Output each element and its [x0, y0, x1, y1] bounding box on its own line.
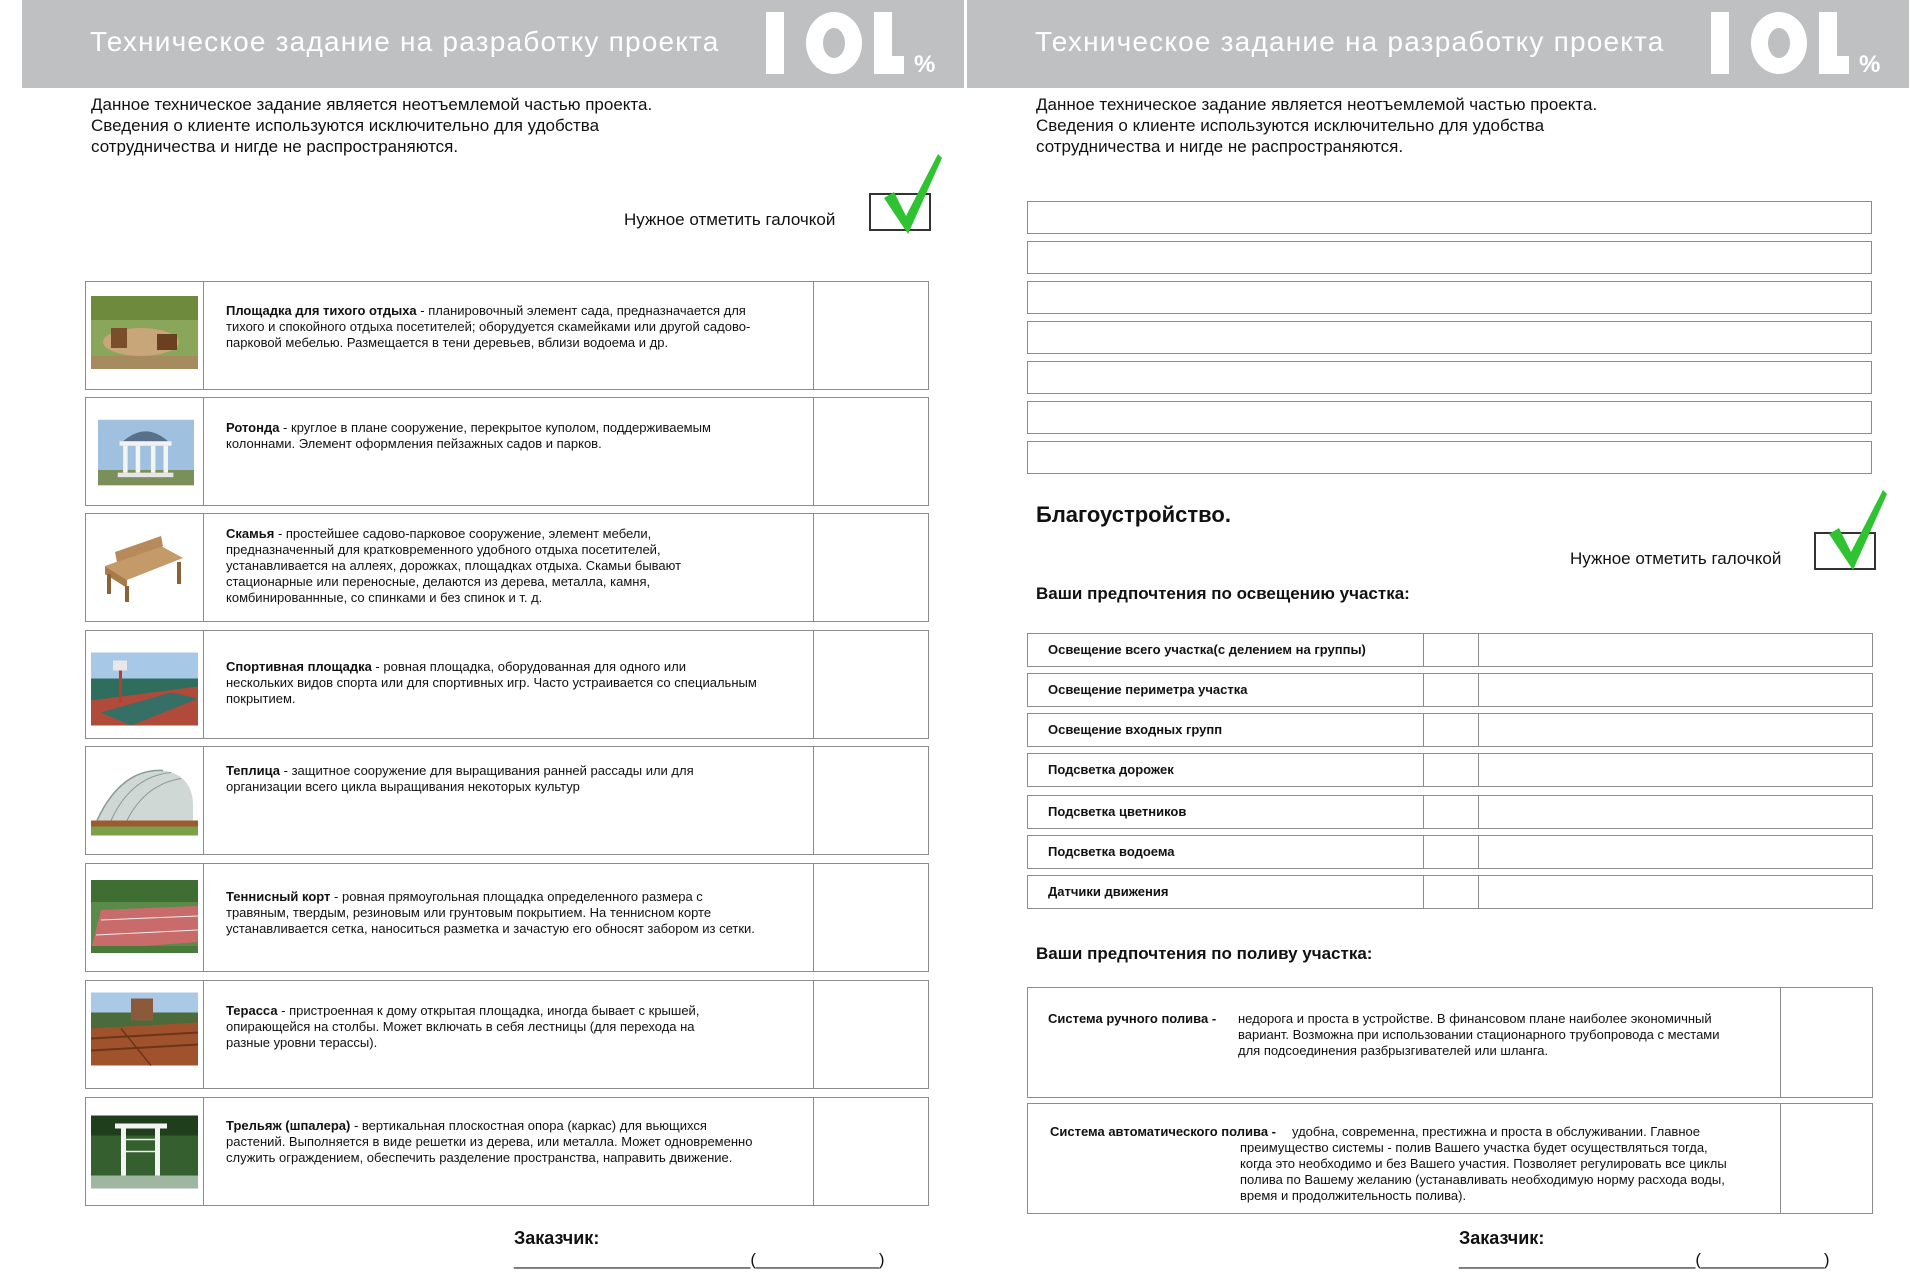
rotunda-photo: [98, 405, 194, 500]
option-check-cell[interactable]: [813, 514, 928, 621]
option-title: Терасса: [226, 1003, 278, 1018]
bench-photo: [91, 532, 198, 605]
lighting-check-cell[interactable]: [1423, 796, 1479, 828]
option-row-trellis: Трельяж (шпалера) - вертикальная плоскостная опора (каркас) для вьющихся растений. Выполняется в виде решетки из дерева, или металла. Может одновременно служить ограждением, обеспечить разделение пространства, направить движение.: [85, 1097, 929, 1206]
checkmark-icon: [1827, 488, 1889, 572]
option-check-cell[interactable]: [813, 631, 928, 738]
option-title: Скамья: [226, 526, 275, 541]
blank-input-line[interactable]: [1027, 361, 1872, 394]
option-title: Спортивная площадка: [226, 659, 372, 674]
watering-option-title: Система автоматического полива -: [1050, 1124, 1276, 1139]
right-page: [967, 0, 1909, 1272]
option-check-cell[interactable]: [813, 981, 928, 1088]
blank-input-line[interactable]: [1027, 321, 1872, 354]
watering-option-row-automatic: Система автоматического полива - удобна, современна, престижна и проста в обслуживании. Главное преимущество системы - полив Вашего участка будет осуществляться тогда, когда это необходимо и без Вашего участия. Позволяет регулировать все циклы полива по Вашему желанию (устанавливать необходимую норму расхода воды, время и продолжительность полива).: [1027, 1103, 1873, 1214]
watering-check-cell[interactable]: [1780, 988, 1872, 1097]
option-row-greenhouse: Теплица - защитное сооружение для выращивания ранней рассады или для организации всего цикла выращивания некоторых культур: [85, 746, 929, 855]
section-title: Благоустройство.: [1036, 502, 1231, 527]
blank-input-line[interactable]: [1027, 281, 1872, 314]
checkmark-icon: [882, 152, 944, 236]
option-row-quiet-area: Площадка для тихого отдыха - планировочный элемент сада, предназначается для тихого и спокойного отдыха посетителей; оборудуется скамейками или другой садово- парковой мебелью. Размещается в тени деревьев, вблизи водоема и др.: [85, 281, 929, 390]
trellis-photo: [91, 1110, 198, 1194]
sports-ground-photo: [91, 649, 198, 729]
lighting-check-cell[interactable]: [1423, 634, 1479, 666]
lighting-check-cell[interactable]: [1423, 876, 1479, 908]
signature-line[interactable]: _________________________(_____________): [514, 1250, 885, 1269]
option-title: Трельяж (шпалера): [226, 1118, 351, 1133]
watering-option-title: Система ручного полива -: [1048, 1011, 1217, 1026]
intro-text: Данное техническое задание является неотъемлемой частью проекта. Сведения о клиенте используются исключительно для удобства сотрудничества и нигде не распространяются.: [91, 95, 653, 156]
option-check-cell[interactable]: [813, 747, 928, 854]
lighting-option-row: Освещение периметра участка: [1027, 673, 1873, 707]
left-page: [22, 0, 964, 1272]
lighting-option-row: Подсветка водоема: [1027, 835, 1873, 869]
option-check-cell[interactable]: [813, 398, 928, 505]
lighting-check-cell[interactable]: [1423, 836, 1479, 868]
header-title: Техническое задание на разработку проекта: [90, 26, 720, 57]
lighting-option-row: Датчики движения: [1027, 875, 1873, 909]
lighting-question: Ваши предпочтения по освещению участка:: [1036, 584, 1410, 603]
option-title: Теннисный корт: [226, 889, 331, 904]
svg-text:%: %: [1859, 51, 1881, 78]
terrace-photo: [91, 989, 198, 1069]
tennis-court-photo: [91, 880, 198, 953]
lighting-option-row: Освещение всего участка(с делением на группы): [1027, 633, 1873, 667]
option-row-bench: Скамья - простейшее садово-парковое сооружение, элемент мебели, предназначенный для кратковременного удобного отдыха посетителей, устанавливается на аллеях, дорожках, площадках отдыха. Скамьи бывают стационарные или переносные, делаются из дерева, металла, камня, комбинированнные, со спинками и без спинок и т. д.: [85, 513, 929, 622]
lighting-option-row: Освещение входных групп: [1027, 713, 1873, 747]
watering-question: Ваши предпочтения по поливу участка:: [1036, 944, 1373, 963]
option-title: Площадка для тихого отдыха: [226, 303, 417, 318]
option-title: Теплица: [226, 763, 281, 778]
customer-label: Заказчик:: [514, 1228, 600, 1248]
svg-text:%: %: [914, 51, 936, 78]
signature-line[interactable]: _________________________(_____________): [1459, 1250, 1830, 1269]
lighting-option-row: Подсветка дорожек: [1027, 753, 1873, 787]
blank-input-line[interactable]: [1027, 401, 1872, 434]
option-check-cell[interactable]: [813, 1098, 928, 1205]
page-header: [967, 0, 1909, 88]
option-row-terrace: Терасса - пристроенная к дому открытая площадка, иногда бывает с крышей, опирающейся на столбы. Может включать в себя лестницы (для перехода на разные уровни терассы).: [85, 980, 929, 1089]
blank-input-line[interactable]: [1027, 201, 1872, 234]
tick-instruction: Нужное отметить галочкой: [1570, 549, 1782, 568]
lighting-option-row: Подсветка цветников: [1027, 795, 1873, 829]
lighting-check-cell[interactable]: [1423, 714, 1479, 746]
header-title: Техническое задание на разработку проекта: [1035, 26, 1665, 57]
watering-check-cell[interactable]: [1780, 1104, 1872, 1213]
option-check-cell[interactable]: [813, 864, 928, 971]
quiet-area-photo: [91, 296, 198, 369]
logo-10-percent: [762, 8, 938, 78]
blank-input-line[interactable]: [1027, 441, 1872, 474]
logo-10-percent: [1707, 8, 1883, 78]
blank-input-line[interactable]: [1027, 241, 1872, 274]
option-row-tennis-court: Теннисный корт - ровная прямоугольная площадка определенного размера с травяным, твердым, резиновым или грунтовым покрытием. На теннисном корте устанавливается сетка, наноситься разметка и зачастую его обносят забором из сетки.: [85, 863, 929, 972]
greenhouse-photo: [91, 757, 198, 841]
intro-text: Данное техническое задание является неотъемлемой частью проекта. Сведения о клиенте используются исключительно для удобства сотрудничества и нигде не распространяются.: [1036, 95, 1598, 156]
option-check-cell[interactable]: [813, 282, 928, 389]
option-title: Ротонда: [226, 420, 280, 435]
tick-instruction: Нужное отметить галочкой: [624, 210, 836, 229]
option-row-sports-ground: Спортивная площадка - ровная площадка, оборудованная для одного или нескольких видов спорта или для спортивных игр. Часто устраивается со специальным покрытием.: [85, 630, 929, 739]
customer-label: Заказчик:: [1459, 1228, 1545, 1248]
page-header: [22, 0, 964, 88]
watering-option-row-manual: Система ручного полива - недорога и проста в устройстве. В финансовом плане наиболее экономичный вариант. Возможна при использовании стационарного трубопровода с местами для подсоединения разбрызгивателей или шланга.: [1027, 987, 1873, 1098]
lighting-check-cell[interactable]: [1423, 754, 1479, 786]
option-row-rotunda: Ротонда - круглое в плане сооружение, перекрытое куполом, поддерживаемым колоннами. Элемент оформления пейзажных садов и парков.: [85, 397, 929, 506]
lighting-check-cell[interactable]: [1423, 674, 1479, 706]
